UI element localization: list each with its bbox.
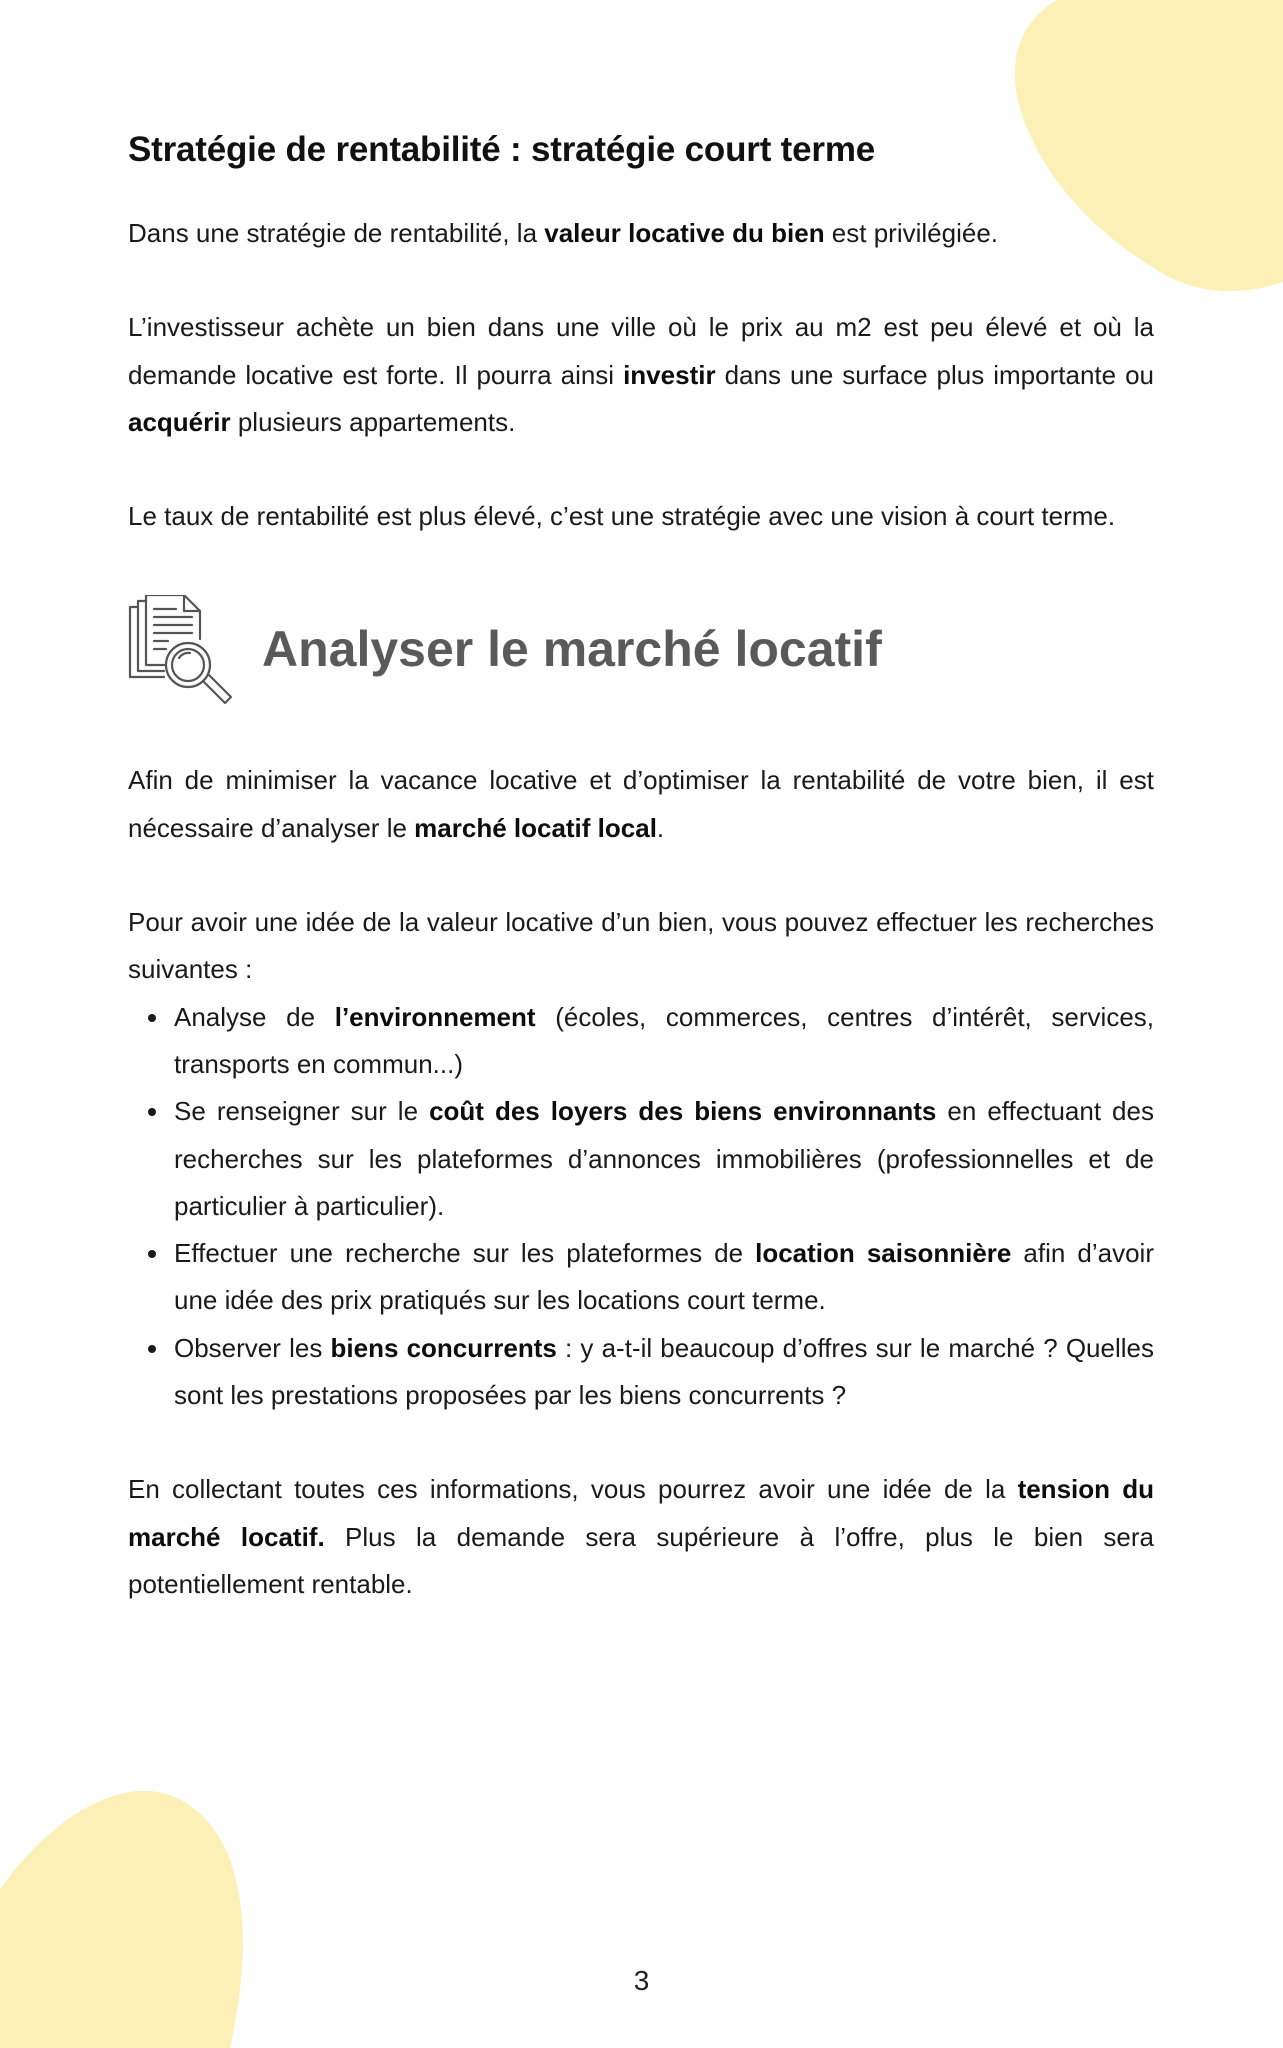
section-title-marche-locatif: Analyser le marché locatif <box>262 621 882 678</box>
paragraph-recherches-intro: Pour avoir une idée de la valeur locative d’un bien, vous pouvez effectuer les recherches suivantes : <box>128 907 1154 985</box>
paragraph-rentabilite-intro: Dans une stratégie de rentabilité, la valeur locative du bien est privilégiée. <box>128 218 998 248</box>
bullet-icon <box>148 1108 156 1116</box>
section-header-marche-locatif <box>128 595 1154 715</box>
bullet-icon <box>148 1345 156 1353</box>
paragraph-tension-marche: En collectant toutes ces informations, vous pourrez avoir une idée de la tension du marché locatif. Plus la demande sera supérieure à l’offre, plus le bien sera potentiellement rentable. <box>128 1474 1154 1599</box>
bullet-icon <box>148 1014 156 1022</box>
page-number: 3 <box>633 1965 650 1996</box>
list-item: Effectuer une recherche sur les plateformes de location saisonnière afin d’avoir une idée des prix pratiqués sur les locations court terme. <box>128 1230 1154 1325</box>
paragraph-marche-intro: Afin de minimiser la vacance locative et d’optimiser la rentabilité de votre bien, il est nécessaire d’analyser le marché locatif local. <box>128 765 1154 843</box>
paragraph-taux-rentabilite: Le taux de rentabilité est plus élevé, c’est une stratégie avec une vision à court terme. <box>128 501 1116 532</box>
list-item: Se renseigner sur le coût des loyers des biens environnants en effectuant des recherches sur les plateformes d’annonces immobilières (professionnelles et de particulier à particulier). <box>128 1088 1154 1230</box>
research-list <box>128 994 1154 1420</box>
bullet-icon <box>148 1250 156 1258</box>
page-content <box>128 120 1154 1608</box>
document-search-icon <box>128 595 234 705</box>
paragraph-investisseur: L’investisseur achète un bien dans une ville où le prix au m2 est peu élevé et où la demande locative est forte. Il pourra ainsi investir dans une surface plus importante ou acquérir plusieurs appartements. <box>128 312 1154 437</box>
decorative-blob-bottom-left <box>0 1790 245 2048</box>
section-title-rentabilite: Stratégie de rentabilité : stratégie court terme <box>128 130 876 169</box>
list-item: Observer les biens concurrents : y a-t-il beaucoup d’offres sur le marché ? Quelles sont les prestations proposées par les biens concurrents ? <box>128 1325 1154 1420</box>
list-item: Analyse de l’environnement (écoles, commerces, centres d’intérêt, services, transports en commun...) <box>128 994 1154 1089</box>
